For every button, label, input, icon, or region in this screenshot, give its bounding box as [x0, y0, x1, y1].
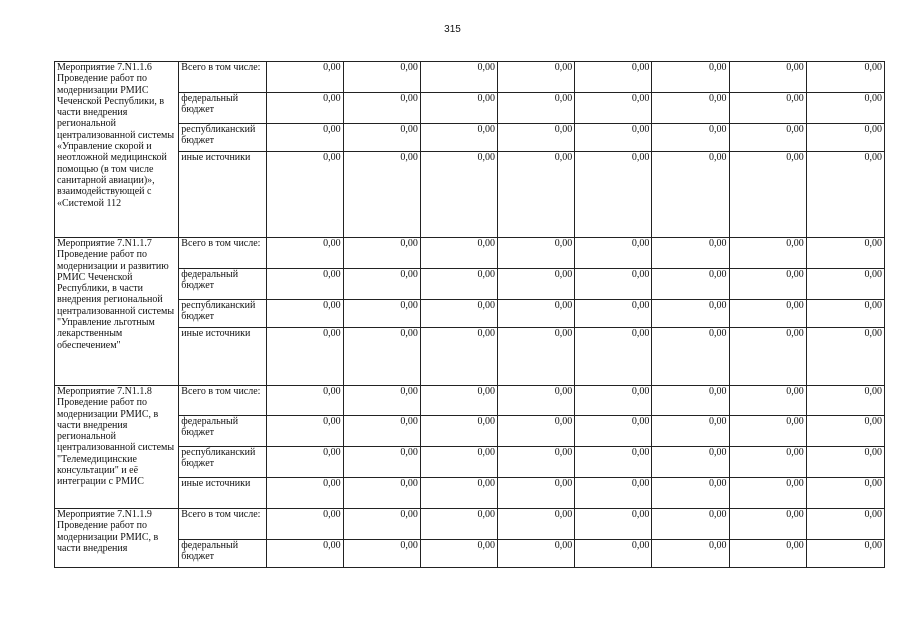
- funding-source-cell: иные источники: [179, 478, 266, 509]
- amount-cell: 0,00: [729, 269, 806, 300]
- amount-cell: 0,00: [498, 509, 575, 540]
- amount-cell: 0,00: [806, 478, 884, 509]
- amount-cell: 0,00: [498, 328, 575, 386]
- amount-cell: 0,00: [266, 62, 343, 93]
- amount-cell: 0,00: [343, 540, 420, 568]
- amount-cell: 0,00: [806, 62, 884, 93]
- amount-cell: 0,00: [266, 152, 343, 238]
- amount-cell: 0,00: [266, 386, 343, 416]
- amount-cell: 0,00: [652, 509, 729, 540]
- amount-cell: 0,00: [652, 540, 729, 568]
- amount-cell: 0,00: [420, 416, 497, 447]
- amount-cell: 0,00: [343, 124, 420, 152]
- funding-source-cell: федеральный бюджет: [179, 416, 266, 447]
- table-row: [55, 300, 885, 328]
- amount-cell: 0,00: [343, 478, 420, 509]
- table-row: [55, 328, 885, 386]
- amount-cell: 0,00: [729, 540, 806, 568]
- amount-cell: 0,00: [652, 238, 729, 269]
- amount-cell: 0,00: [806, 540, 884, 568]
- funding-source-cell: республиканский бюджет: [179, 124, 266, 152]
- funding-source-cell: республиканский бюджет: [179, 447, 266, 478]
- amount-cell: 0,00: [652, 416, 729, 447]
- activity-cell: Мероприятие 7.N1.1.7 Проведение работ по модернизации и развитию РМИС Чеченской Республики, в части внедрения региональной централизованной системы "Управление льготным лекарственным обеспечением": [55, 238, 179, 386]
- amount-cell: 0,00: [575, 386, 652, 416]
- amount-cell: 0,00: [420, 509, 497, 540]
- amount-cell: 0,00: [266, 238, 343, 269]
- amount-cell: 0,00: [420, 93, 497, 124]
- amount-cell: 0,00: [420, 124, 497, 152]
- amount-cell: 0,00: [729, 238, 806, 269]
- amount-cell: 0,00: [575, 540, 652, 568]
- table-row: [55, 478, 885, 509]
- amount-cell: 0,00: [343, 238, 420, 269]
- amount-cell: 0,00: [729, 124, 806, 152]
- table-row: [55, 509, 885, 540]
- amount-cell: 0,00: [806, 152, 884, 238]
- amount-cell: 0,00: [420, 386, 497, 416]
- amount-cell: 0,00: [575, 238, 652, 269]
- funding-source-cell: федеральный бюджет: [179, 540, 266, 568]
- amount-cell: 0,00: [343, 416, 420, 447]
- amount-cell: 0,00: [343, 386, 420, 416]
- amount-cell: 0,00: [575, 300, 652, 328]
- amount-cell: 0,00: [266, 124, 343, 152]
- amount-cell: 0,00: [498, 300, 575, 328]
- amount-cell: 0,00: [343, 509, 420, 540]
- activity-cell: Мероприятие 7.N1.1.6 Проведение работ по модернизации РМИС Чеченской Республики, в части внедрения региональной централизованной системы «Управление скорой и неотложной медицинской помощью (в том числе санитарной авиации)», взаимодействующей с «Системой 112: [55, 62, 179, 238]
- amount-cell: 0,00: [729, 152, 806, 238]
- table-row: [55, 152, 885, 238]
- amount-cell: 0,00: [266, 269, 343, 300]
- funding-source-cell: Всего в том числе:: [179, 238, 266, 269]
- amount-cell: 0,00: [498, 416, 575, 447]
- activity-cell: Мероприятие 7.N1.1.8 Проведение работ по модернизации РМИС, в части внедрения региональной централизованной системы "Телемедицинские консультации" и её интеграции с РМИС: [55, 386, 179, 509]
- amount-cell: 0,00: [575, 478, 652, 509]
- amount-cell: 0,00: [343, 447, 420, 478]
- amount-cell: 0,00: [806, 300, 884, 328]
- table-row: [55, 540, 885, 568]
- amount-cell: 0,00: [498, 152, 575, 238]
- amount-cell: 0,00: [266, 416, 343, 447]
- amount-cell: 0,00: [266, 509, 343, 540]
- table-row: [55, 416, 885, 447]
- amount-cell: 0,00: [420, 300, 497, 328]
- table-row: [55, 93, 885, 124]
- amount-cell: 0,00: [575, 62, 652, 93]
- amount-cell: 0,00: [652, 124, 729, 152]
- amount-cell: 0,00: [266, 540, 343, 568]
- amount-cell: 0,00: [652, 152, 729, 238]
- funding-source-cell: республиканский бюджет: [179, 300, 266, 328]
- amount-cell: 0,00: [806, 238, 884, 269]
- amount-cell: 0,00: [498, 238, 575, 269]
- amount-cell: 0,00: [729, 328, 806, 386]
- amount-cell: 0,00: [806, 509, 884, 540]
- amount-cell: 0,00: [652, 300, 729, 328]
- amount-cell: 0,00: [343, 62, 420, 93]
- amount-cell: 0,00: [343, 93, 420, 124]
- table-row: [55, 238, 885, 269]
- funding-source-cell: иные источники: [179, 328, 266, 386]
- amount-cell: 0,00: [575, 152, 652, 238]
- amount-cell: 0,00: [575, 328, 652, 386]
- amount-cell: 0,00: [266, 328, 343, 386]
- amount-cell: 0,00: [343, 152, 420, 238]
- amount-cell: 0,00: [806, 386, 884, 416]
- funding-table: [54, 61, 885, 568]
- amount-cell: 0,00: [420, 447, 497, 478]
- amount-cell: 0,00: [806, 416, 884, 447]
- amount-cell: 0,00: [729, 62, 806, 93]
- amount-cell: 0,00: [575, 93, 652, 124]
- amount-cell: 0,00: [498, 447, 575, 478]
- amount-cell: 0,00: [575, 124, 652, 152]
- amount-cell: 0,00: [343, 328, 420, 386]
- table-row: [55, 124, 885, 152]
- amount-cell: 0,00: [652, 269, 729, 300]
- amount-cell: 0,00: [729, 386, 806, 416]
- amount-cell: 0,00: [729, 300, 806, 328]
- amount-cell: 0,00: [266, 93, 343, 124]
- amount-cell: 0,00: [343, 269, 420, 300]
- amount-cell: 0,00: [806, 269, 884, 300]
- amount-cell: 0,00: [343, 300, 420, 328]
- amount-cell: 0,00: [575, 509, 652, 540]
- amount-cell: 0,00: [498, 540, 575, 568]
- amount-cell: 0,00: [575, 447, 652, 478]
- table-row: [55, 447, 885, 478]
- amount-cell: 0,00: [729, 509, 806, 540]
- amount-cell: 0,00: [652, 328, 729, 386]
- funding-source-cell: федеральный бюджет: [179, 269, 266, 300]
- amount-cell: 0,00: [729, 447, 806, 478]
- funding-source-cell: Всего в том числе:: [179, 62, 266, 93]
- funding-source-cell: федеральный бюджет: [179, 93, 266, 124]
- amount-cell: 0,00: [806, 93, 884, 124]
- table-row: [55, 386, 885, 416]
- funding-source-cell: Всего в том числе:: [179, 509, 266, 540]
- amount-cell: 0,00: [498, 478, 575, 509]
- activity-cell: Мероприятие 7.N1.1.9 Проведение работ по модернизации РМИС, в части внедрения: [55, 509, 179, 568]
- amount-cell: 0,00: [498, 124, 575, 152]
- table-row: [55, 269, 885, 300]
- table-row: [55, 62, 885, 93]
- amount-cell: 0,00: [729, 416, 806, 447]
- amount-cell: 0,00: [420, 152, 497, 238]
- funding-source-cell: иные источники: [179, 152, 266, 238]
- amount-cell: 0,00: [266, 300, 343, 328]
- amount-cell: 0,00: [652, 478, 729, 509]
- amount-cell: 0,00: [498, 386, 575, 416]
- amount-cell: 0,00: [652, 447, 729, 478]
- funding-source-cell: Всего в том числе:: [179, 386, 266, 416]
- amount-cell: 0,00: [266, 478, 343, 509]
- amount-cell: 0,00: [806, 328, 884, 386]
- amount-cell: 0,00: [652, 62, 729, 93]
- amount-cell: 0,00: [420, 238, 497, 269]
- amount-cell: 0,00: [806, 447, 884, 478]
- amount-cell: 0,00: [498, 269, 575, 300]
- amount-cell: 0,00: [806, 124, 884, 152]
- amount-cell: 0,00: [420, 478, 497, 509]
- amount-cell: 0,00: [652, 93, 729, 124]
- amount-cell: 0,00: [729, 478, 806, 509]
- amount-cell: 0,00: [652, 386, 729, 416]
- amount-cell: 0,00: [498, 62, 575, 93]
- amount-cell: 0,00: [266, 447, 343, 478]
- amount-cell: 0,00: [420, 328, 497, 386]
- page-number: 315: [444, 24, 461, 35]
- amount-cell: 0,00: [498, 93, 575, 124]
- amount-cell: 0,00: [575, 269, 652, 300]
- amount-cell: 0,00: [420, 62, 497, 93]
- amount-cell: 0,00: [420, 540, 497, 568]
- amount-cell: 0,00: [729, 93, 806, 124]
- amount-cell: 0,00: [575, 416, 652, 447]
- amount-cell: 0,00: [420, 269, 497, 300]
